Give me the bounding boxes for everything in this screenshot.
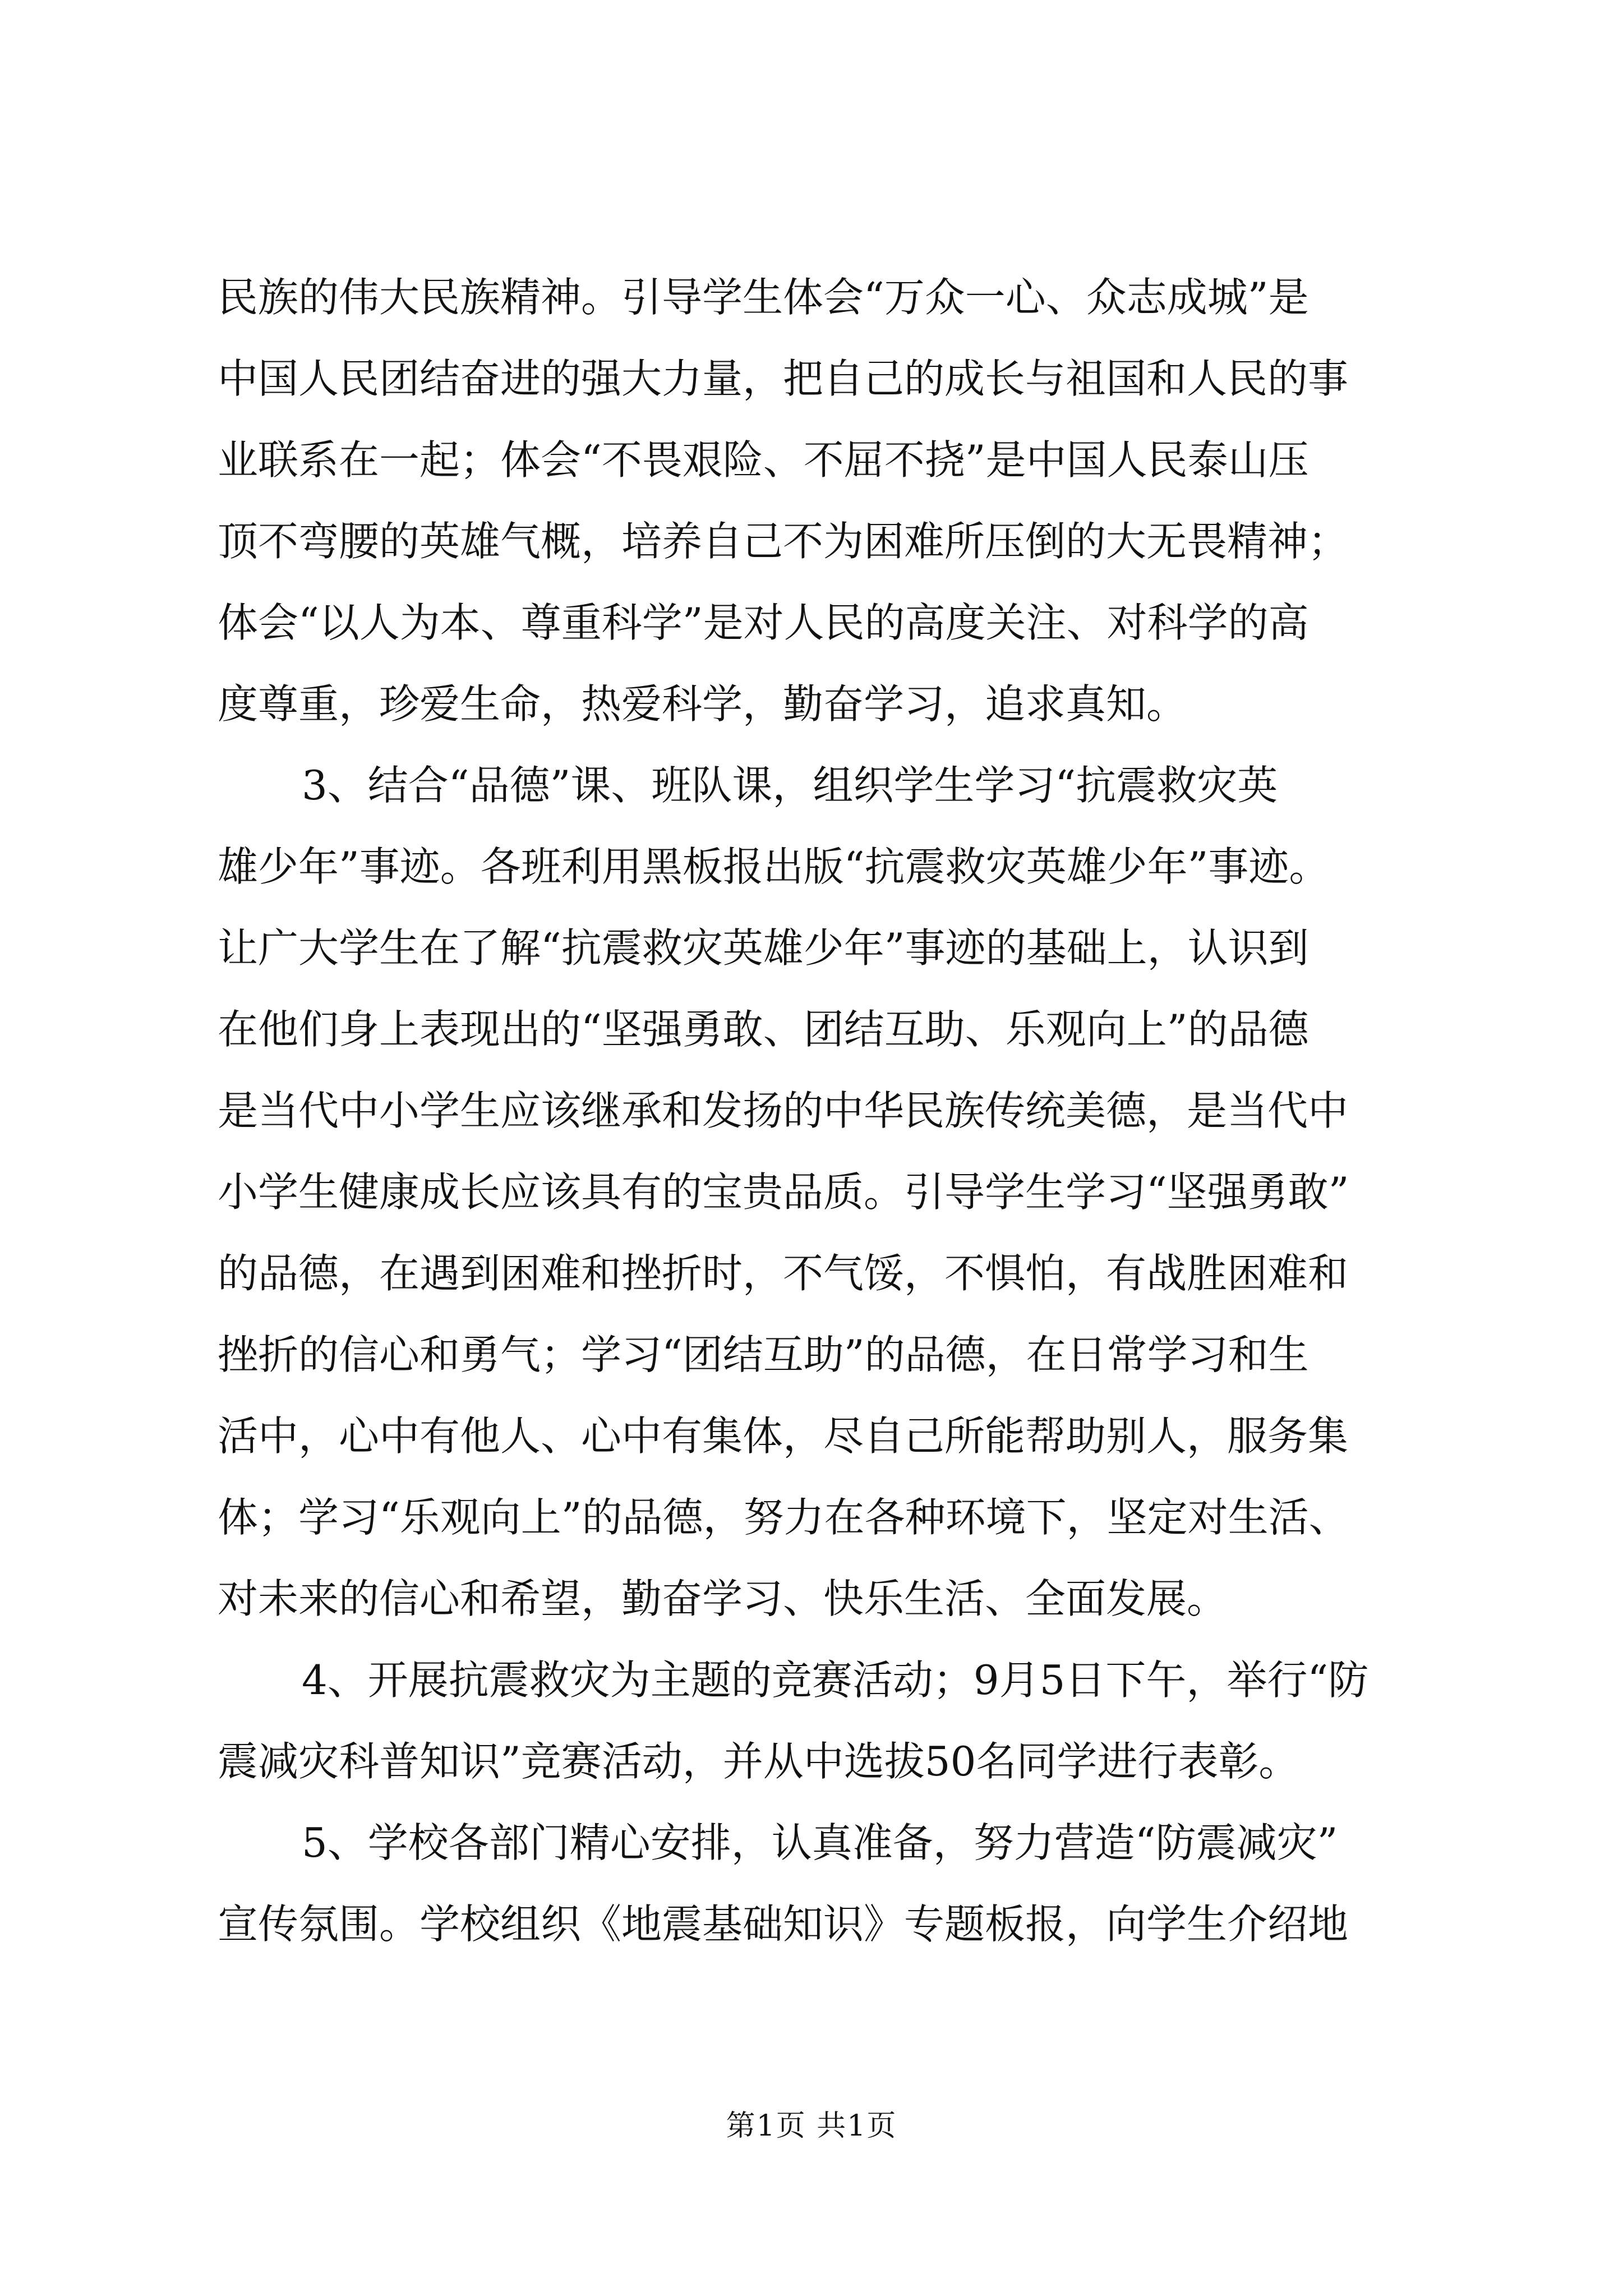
- page-footer: [0, 2106, 1623, 2146]
- text-line: 让广大学生在了解“抗震救灾英雄少年”事迹的基础上，认识到: [218, 924, 1309, 972]
- text-line: 挫折的信心和勇气；学习“团结互助”的品德，在日常学习和生: [218, 1331, 1309, 1378]
- text-line: 顶不弯腰的英雄气概，培养自己不为困难所压倒的大无畏精神；: [218, 518, 1349, 565]
- text-line: 震减灾科普知识”竞赛活动，并从中选拔50名同学进行表彰。: [218, 1738, 1299, 1785]
- text-line: 体；学习“乐观向上”的品德，努力在各种环境下，坚定对生活、: [218, 1494, 1349, 1541]
- paragraph-start-line: 5、学校各部门精心安排，认真准备，努力营造“防震减灾”: [302, 1819, 1338, 1866]
- text-line: 在他们身上表现出的“坚强勇敢、团结互助、乐观向上”的品德: [218, 1006, 1309, 1053]
- text-line: 民族的伟大民族精神。引导学生体会“万众一心、众志成城”是: [218, 274, 1309, 321]
- text-line: 雄少年”事迹。各班利用黑板报出版“抗震救灾英雄少年”事迹。: [218, 843, 1330, 890]
- text-line: 中国人民团结奋进的强大力量，把自己的成长与祖国和人民的事: [218, 355, 1349, 402]
- paragraph-start-line: 3、结合“品德”课、班队课，组织学生学习“抗震救灾英: [302, 762, 1278, 809]
- paragraph-start-line: 4、开展抗震救灾为主题的竞赛活动；9月5日下午，举行“防: [302, 1657, 1369, 1704]
- body-text: [218, 257, 1429, 1965]
- text-line: 活中，心中有他人、心中有集体，尽自己所能帮助别人，服务集: [218, 1412, 1349, 1460]
- text-line: 对未来的信心和希望，勤奋学习、快乐生活、全面发展。: [218, 1575, 1228, 1622]
- page-number-label: 第1页 共1页: [726, 2109, 897, 2143]
- text-line: 度尊重，珍爱生命，热爱科学，勤奋学习，追求真知。: [218, 680, 1187, 728]
- text-line: 是当代中小学生应该继承和发扬的中华民族传统美德，是当代中: [218, 1087, 1349, 1134]
- text-line: 的品德，在遇到困难和挫折时，不气馁，不惧怕，有战胜困难和: [218, 1250, 1349, 1297]
- text-line: 业联系在一起；体会“不畏艰险、不屈不挠”是中国人民泰山压: [218, 436, 1309, 484]
- text-line: 小学生健康成长应该具有的宝贵品质。引导学生学习“坚强勇敢”: [218, 1168, 1349, 1216]
- text-line: 宣传氛围。学校组织《地震基础知识》专题板报，向学生介绍地: [218, 1901, 1349, 1948]
- text-line: 体会“以人为本、尊重科学”是对人民的高度关注、对科学的高: [218, 599, 1309, 646]
